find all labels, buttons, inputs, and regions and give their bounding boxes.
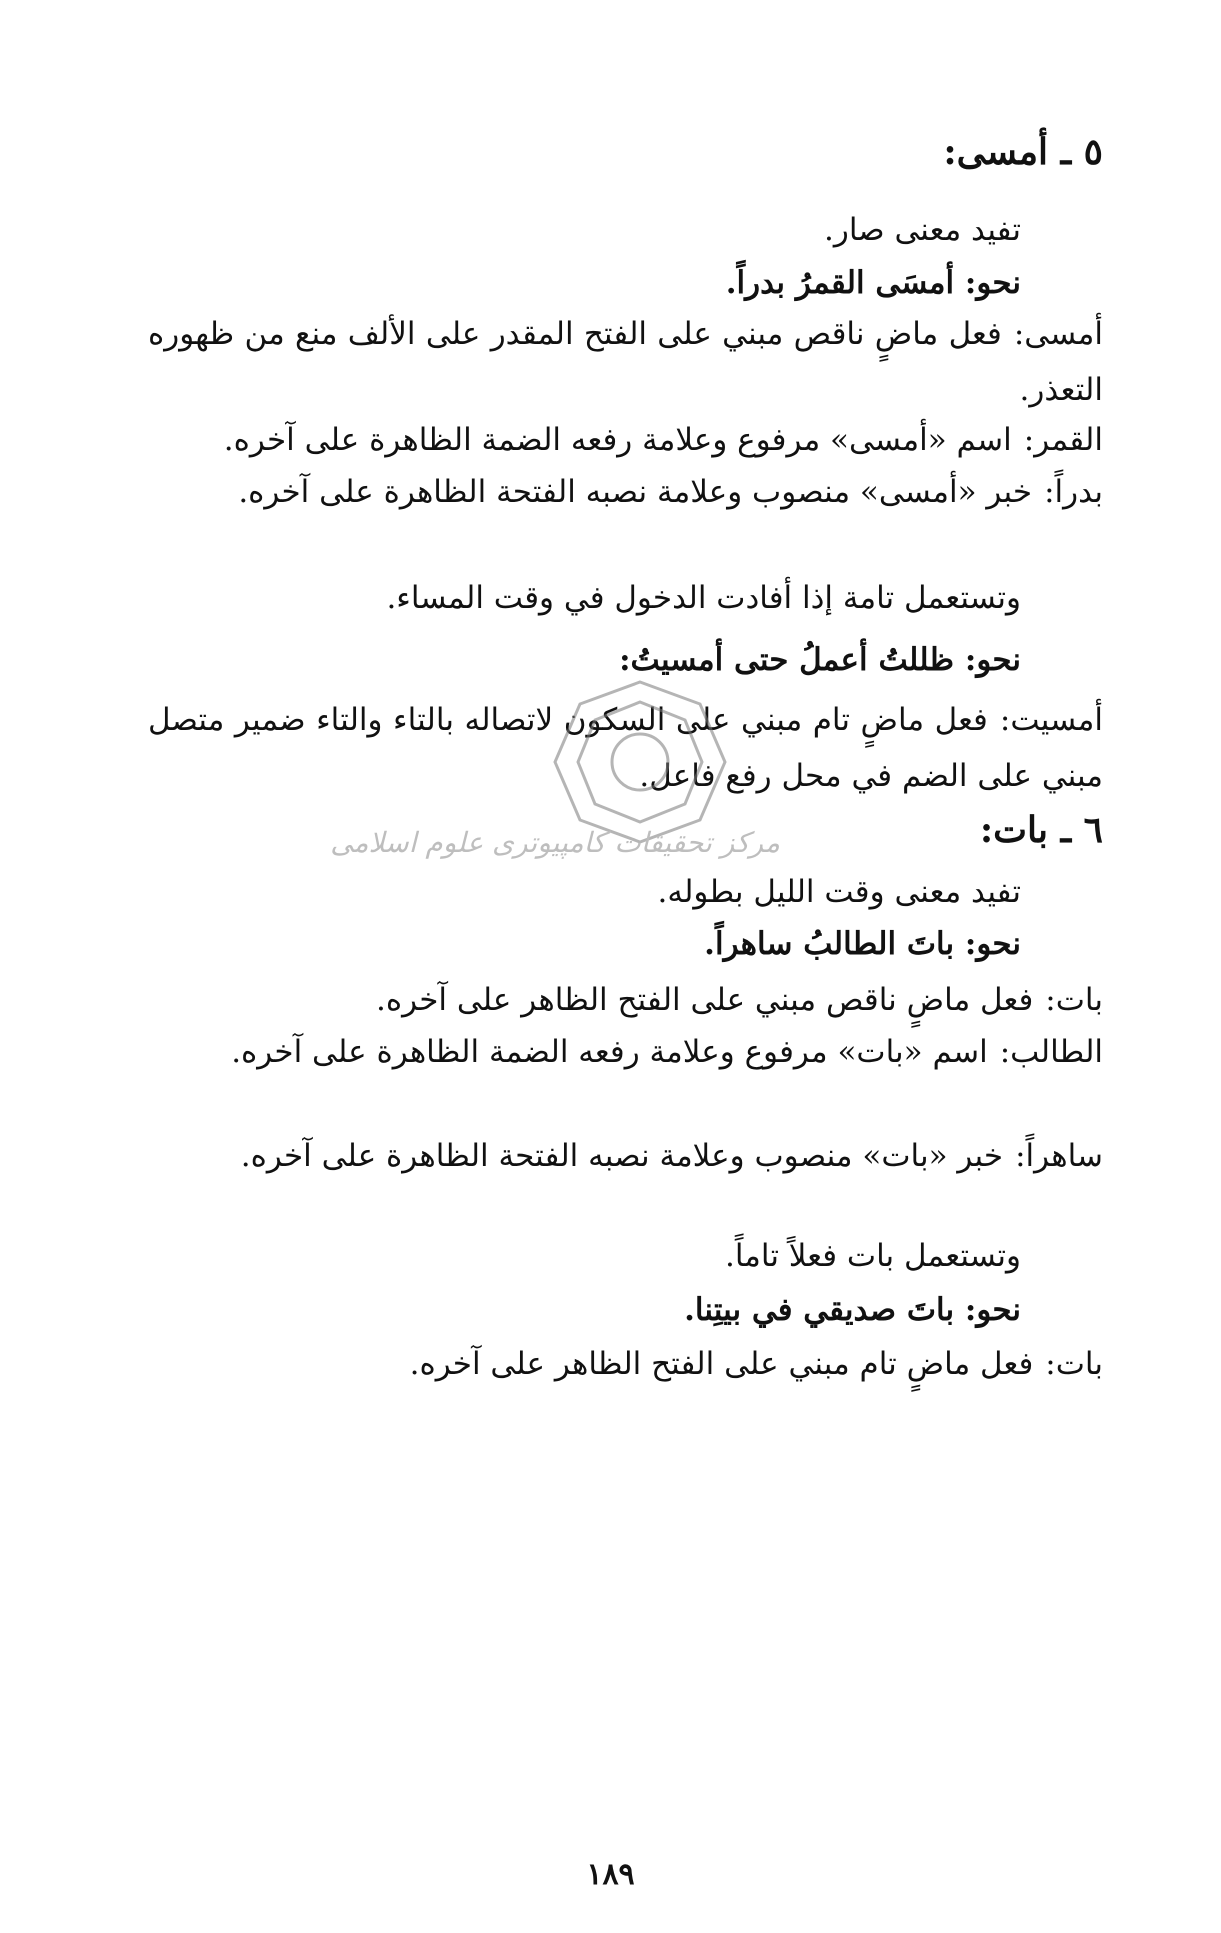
analysis-paragraph <box>148 1128 1103 1184</box>
analysis-label: ساهراً: <box>1015 1138 1103 1174</box>
analysis-paragraph <box>148 464 1103 520</box>
section-heading-bata: ٦ ـ بات: <box>979 809 1103 851</box>
section-heading-amsa: ٥ ـ أمسى: <box>943 131 1103 173</box>
page-number: ١٨٩ <box>586 1857 635 1892</box>
example-line: نحو: أمسَى القمرُ بدراً. <box>725 265 1021 301</box>
usage-line: وتستعمل بات فعلاً تاماً. <box>724 1238 1021 1274</box>
watermark <box>330 812 800 1062</box>
analysis-label: بات: <box>1045 1346 1103 1382</box>
analysis-label: أمسى: <box>1013 316 1103 352</box>
watermark-caption: مرکز تحقیقات کامپیوتری علوم اسلامی <box>330 826 780 859</box>
example-line: نحو: ظللتُ أعملُ حتى أمسيتُ: <box>619 642 1021 678</box>
analysis-label: أمسيت: <box>999 702 1103 738</box>
analysis-text: خبر «بات» منصوب وعلامة نصبه الفتحة الظاهرة على آخره. <box>240 1138 1004 1174</box>
analysis-paragraph <box>148 306 1103 418</box>
example-line: نحو: باتَ الطالبُ ساهراً. <box>704 926 1021 962</box>
analysis-text: فعل ماضٍ ناقص مبني على الفتح الظاهر على آخره. <box>376 982 1034 1018</box>
analysis-text: فعل ماضٍ ناقص مبني على الفتح المقدر على الألف منع من ظهوره التعذر. <box>148 316 1103 408</box>
analysis-text: اسم «أمسى» مرفوع وعلامة رفعه الضمة الظاهرة على آخره. <box>223 422 1012 458</box>
analysis-label: بدراً: <box>1044 474 1103 510</box>
analysis-text: خبر «أمسى» منصوب وعلامة نصبه الفتحة الظاهرة على آخره. <box>238 474 1033 510</box>
analysis-label: الطالب: <box>999 1034 1103 1070</box>
analysis-text: اسم «بات» مرفوع وعلامة رفعه الضمة الظاهرة على آخره. <box>231 1034 988 1070</box>
analysis-text: فعل ماضٍ تام مبني على الفتح الظاهر على آخره. <box>409 1346 1034 1382</box>
seal-icon <box>330 812 800 1062</box>
meaning-line: تفيد معنى وقت الليل بطوله. <box>657 874 1021 910</box>
meaning-line: تفيد معنى صار. <box>824 212 1021 248</box>
analysis-paragraph <box>148 412 1103 468</box>
analysis-paragraph <box>148 1336 1103 1392</box>
analysis-label: القمر: <box>1023 422 1103 458</box>
example-line: نحو: باتَ صديقي في بيتِنا. <box>684 1292 1021 1328</box>
analysis-text: فعل ماضٍ تام مبني على السكون لاتصاله بالتاء والتاء ضمير متصل مبني على الضم في محل رفع فاعل. <box>148 702 1103 794</box>
analysis-label: بات: <box>1045 982 1103 1018</box>
usage-line: وتستعمل تامة إذا أفادت الدخول في وقت المساء. <box>386 580 1021 616</box>
